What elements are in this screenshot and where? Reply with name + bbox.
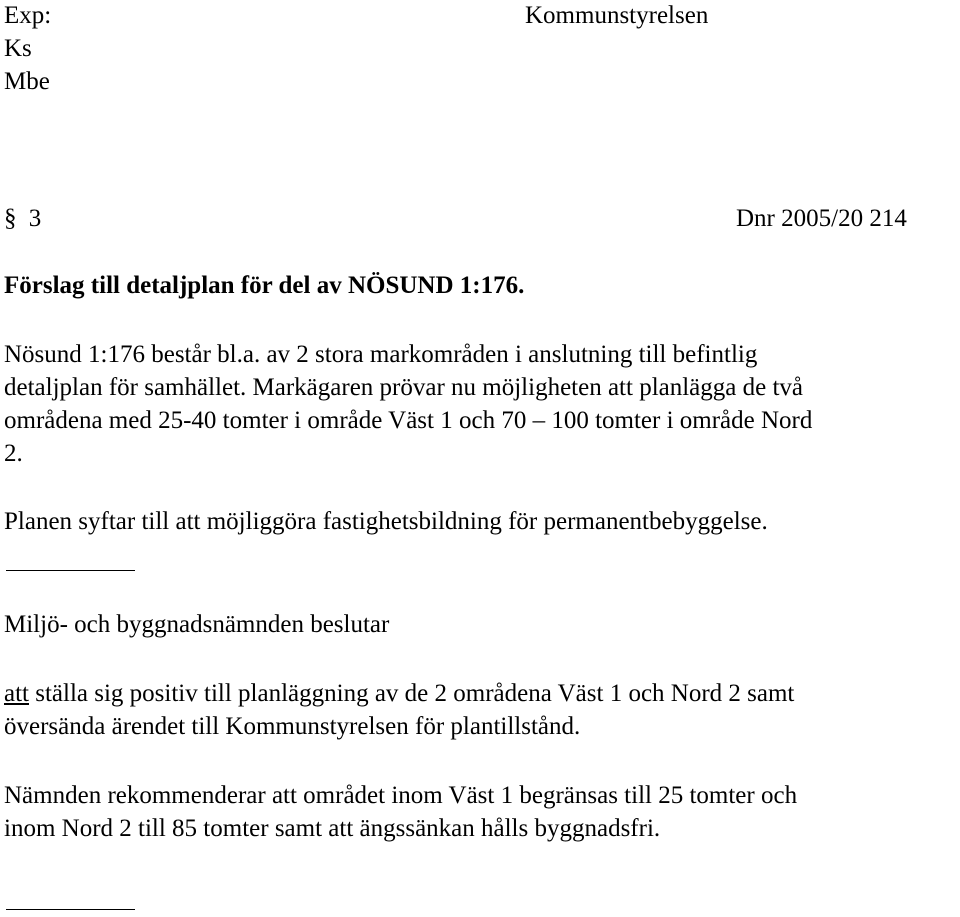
paragraph-number: [4, 203, 41, 235]
exp-label: Exp:: [4, 2, 52, 29]
intro-line-4: 2.: [4, 440, 23, 467]
copy-recipient-ks: Ks: [4, 35, 32, 62]
paragraph-number-value: 3: [28, 205, 42, 232]
copy-recipient-mbe: Mbe: [4, 68, 50, 95]
recommendation-line-2: inom Nord 2 till 85 tomter samt att ängssänkan hålls byggnadsfri.: [4, 815, 661, 842]
intro-line-2: detaljplan för samhället. Markägaren prövar nu möjligheten att planlägga de två: [4, 374, 804, 401]
intro-line-1: Nösund 1:176 består bl.a. av 2 stora markområden i anslutning till befintlig: [4, 341, 758, 368]
intro-line-3: områdena med 25-40 tomter i område Väst 1 och 70 – 100 tomter i område Nord: [4, 407, 813, 434]
document-title: Förslag till detaljplan för del av NÖSUND 1:176.: [4, 272, 525, 299]
decision-line-1: [4, 678, 794, 710]
recipient: Kommunstyrelsen: [525, 2, 709, 29]
decision-line-2: översända ärendet till Kommunstyrelsen för plantillstånd.: [4, 713, 581, 740]
recommendation-line-1: Nämnden rekommenderar att området inom Väst 1 begränsas till 25 tomter och: [4, 782, 798, 809]
dnr-reference: Dnr 2005/20 214: [736, 205, 907, 232]
decision-line-1-rest: ställa sig positiv till planläggning av de 2 områdena Väst 1 och Nord 2 samt: [29, 680, 795, 707]
purpose-text: Planen syftar till att möjliggöra fastighetsbildning för permanentbebyggelse.: [4, 508, 768, 535]
decision-heading: Miljö- och byggnadsnämnden beslutar: [4, 611, 390, 638]
decision-keyword: att: [4, 680, 29, 707]
separator-rule: [6, 570, 135, 571]
footer-rule: [6, 909, 135, 910]
paragraph-sign: §: [4, 205, 17, 232]
